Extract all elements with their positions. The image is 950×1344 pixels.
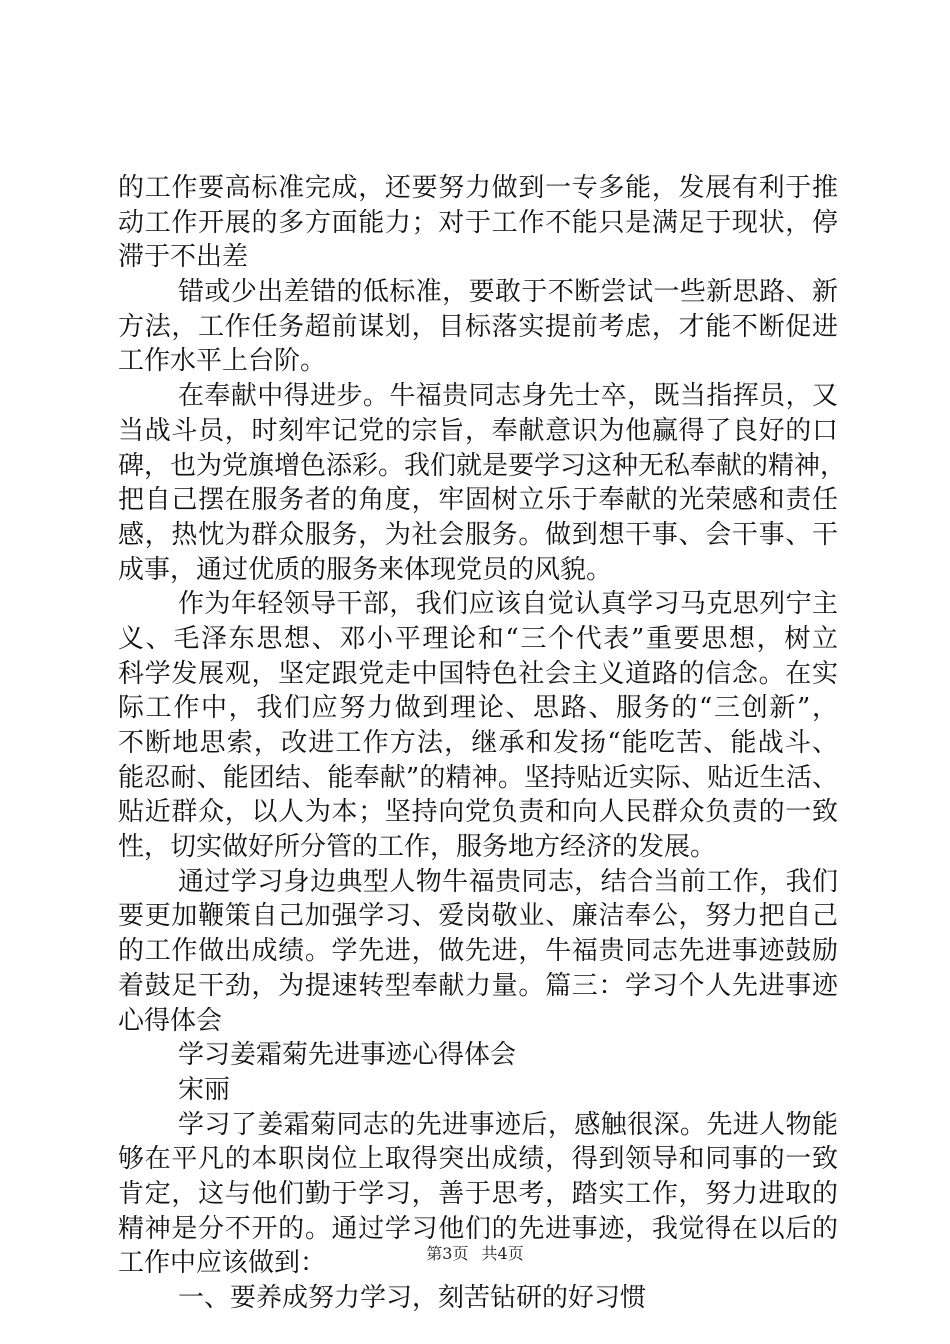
body-line: 动工作开展的多方面能力；对于工作不能只是满足于现状，停 xyxy=(118,207,838,238)
body-line: 能忍耐、能团结、能奉献”的精神。坚持贴近实际、贴近生活、 xyxy=(118,762,838,793)
body-line: 工作水平上台阶。 xyxy=(118,346,327,377)
body-line: 滞于不出差 xyxy=(118,242,249,273)
body-line: 作为年轻领导干部，我们应该自觉认真学习马克思列宁主 xyxy=(178,589,838,620)
body-line: 错或少出差错的低标准，要敢于不断尝试一些新思路、新 xyxy=(178,277,838,308)
body-line: 学习了姜霜菊同志的先进事迹后，感触很深。先进人物能 xyxy=(178,1109,838,1140)
body-line: 把自己摆在服务者的角度，牢固树立乐于奉献的光荣感和责任 xyxy=(118,485,838,516)
document-body xyxy=(118,171,847,1316)
body-line: 成事，通过优质的服务来体现党员的风貌。 xyxy=(118,554,613,585)
body-line: 际工作中，我们应努力做到理论、思路、服务的“三创新”， xyxy=(118,693,838,724)
body-line: 在奉献中得进步。牛福贵同志身先士卒，既当指挥员，又 xyxy=(178,381,838,412)
body-line: 肯定，这与他们勤于学习，善于思考，踏实工作，努力进取的 xyxy=(118,1178,838,1209)
body-line: 贴近群众，以人为本；坚持向党负责和向人民群众负责的一致 xyxy=(118,797,838,828)
body-line: 一、要养成努力学习，刻苦钻研的好习惯 xyxy=(178,1283,647,1313)
body-line: 的工作做出成绩。学先进，做先进，牛福贵同志先进事迹鼓励 xyxy=(118,936,838,967)
body-line: 精神是分不开的。通过学习他们的先进事迹，我觉得在以后的 xyxy=(118,1213,838,1244)
body-line: 方法，工作任务超前谋划，目标落实提前考虑，才能不断促进 xyxy=(118,311,838,342)
body-line: 当战斗员，时刻牢记党的宗旨，奉献意识为他赢得了良好的口 xyxy=(118,415,838,446)
body-line: 着鼓足干劲，为提速转型奉献力量。篇三：学习个人先进事迹 xyxy=(118,970,838,1001)
page-total: 共4页 xyxy=(481,1244,524,1263)
body-line: 心得体会 xyxy=(118,1005,223,1036)
page-number: 第3页 xyxy=(426,1244,469,1263)
author-name: 宋丽 xyxy=(178,1074,231,1105)
body-line: 工作中应该做到： xyxy=(118,1248,327,1279)
body-line: 够在平凡的本职岗位上取得突出成绩，得到领导和同事的一致 xyxy=(118,1144,838,1175)
body-line: 义、毛泽东思想、邓小平理论和“三个代表”重要思想，树立 xyxy=(118,623,838,654)
body-line: 碑，也为党旗增色添彩。我们就是要学习这种无私奉献的精神， xyxy=(118,450,847,481)
body-line: 要更加鞭策自己加强学习、爱岗敬业、廉洁奉公，努力把自己 xyxy=(118,901,838,932)
body-line: 不断地思索，改进工作方法，继承和发扬“能吃苦、能战斗、 xyxy=(118,728,838,758)
page-footer xyxy=(0,1244,950,1264)
body-line: 感，热忱为群众服务，为社会服务。做到想干事、会干事、干 xyxy=(118,519,838,550)
section-title: 学习姜霜菊先进事迹心得体会 xyxy=(178,1040,517,1071)
body-line: 性，切实做好所分管的工作，服务地方经济的发展。 xyxy=(118,832,717,863)
body-line: 的工作要高标准完成，还要努力做到一专多能，发展有利于推 xyxy=(118,173,838,203)
body-line: 通过学习身边典型人物牛福贵同志，结合当前工作，我们 xyxy=(178,866,838,897)
body-line: 科学发展观，坚定跟党走中国特色社会主义道路的信念。在实 xyxy=(118,658,838,689)
